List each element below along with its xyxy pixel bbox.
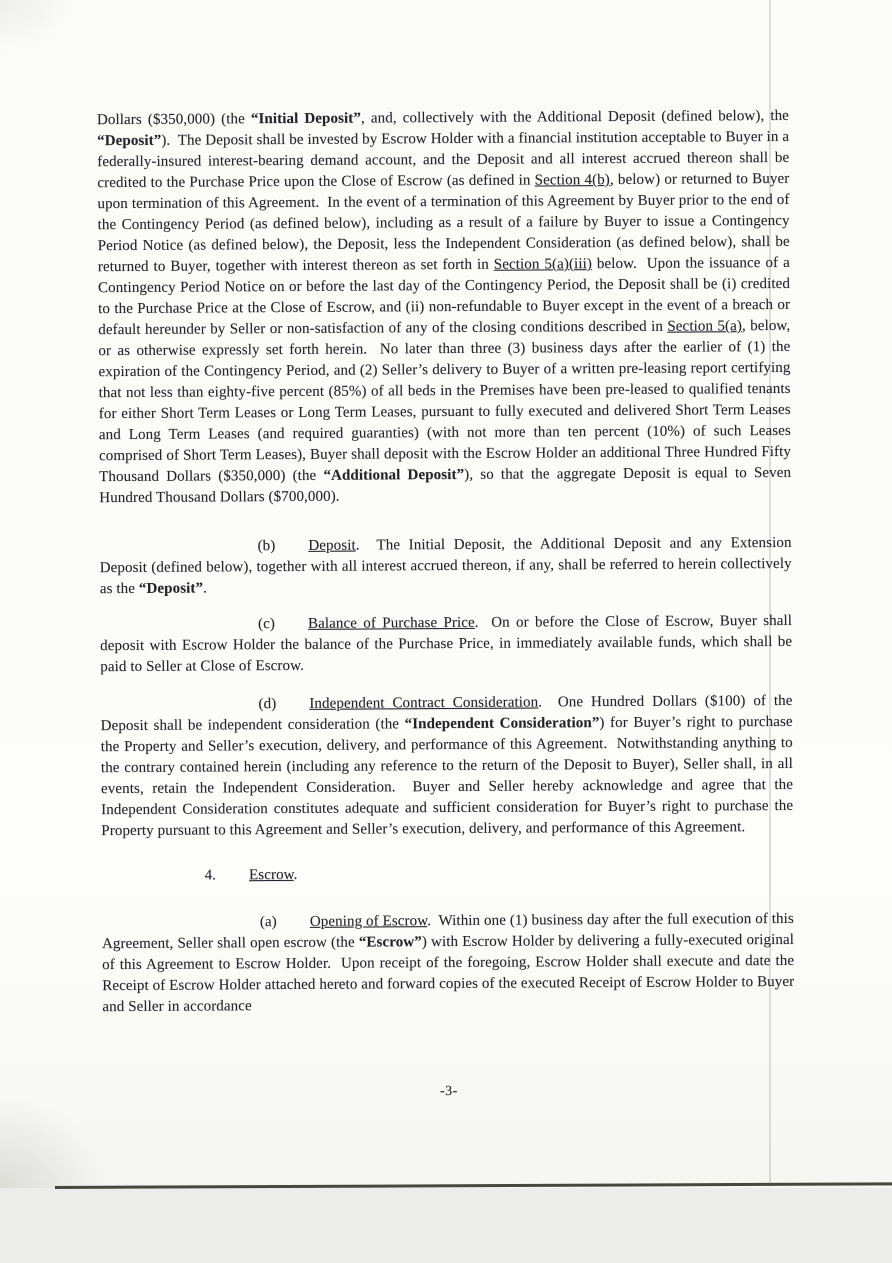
scan-corner-smudge-bottom-left	[0, 1095, 110, 1190]
text-run: Escrow	[248, 866, 294, 884]
text-run: ). The Deposit shall be invested by Escrow Holder with a financial institution acceptable to Buyer in a federally-insured interest-bearing demand account, and the Deposit and all interest accrued thereon shall be credited to the Purchase Price upon the Close of Escrow (as defined in	[97, 128, 794, 192]
text-run: “Additional Deposit”	[323, 466, 465, 484]
text-run: (d)	[258, 696, 277, 713]
text-run: (c)	[257, 616, 276, 633]
text-run: . The Initial Deposit, the Additional Deposit and any Extension Deposit (defined below), together with all interest accrued thereon, if any, shall be referred to herein collectively as the	[99, 534, 796, 598]
page-number: -3-	[439, 1083, 458, 1100]
text-run: Independent Contract Consideration	[309, 694, 539, 712]
text-run: Opening of Escrow	[309, 913, 428, 930]
text-run: , below) or returned to Buyer upon termination of this Agreement. In the event of a termination of this Agreement by Buyer prior to the end of the Contingency Period (as defined below), including as a result of a failure by Buyer to issue a Contingency Period Notice (as defined below), the Deposit, less the Independent Consideration (as defined below), shall be returned to Buyer, together with interest thereon as set forth in	[97, 170, 794, 276]
text-run: . On or before the Close of Escrow, Buyer shall deposit with Escrow Holder the balance of the Purchase Price, in immediately available funds, which shall be paid to Seller at Close of Escrow.	[100, 612, 797, 676]
text-run: below. Upon the issuance of a Contingency Period Notice on or before the last day of the Contingency Period, the Deposit shall be (i) credited to the Purchase Price at the Close of Escrow, and (ii) non-refundable to Buyer except in the event of a breach or default hereunder by Seller or non-satisfaction of any of the closing conditions described in	[97, 254, 794, 339]
text-run: “Deposit”	[138, 580, 204, 597]
text-run: Dollars ($350,000) (the	[96, 111, 251, 129]
document-body	[96, 106, 799, 1018]
text-run: 4.	[204, 867, 217, 884]
text-run: (b)	[257, 538, 276, 555]
paragraph-b-deposit	[99, 533, 796, 600]
text-run: “Initial Deposit”	[250, 110, 362, 128]
paragraph-a-opening-of-escrow	[101, 909, 799, 1018]
paragraph-d-independent-contract-consideration	[100, 691, 798, 842]
text-run: ), so that the aggregate Deposit is equal to Seven Hundred Thousand Dollars ($700,000).	[99, 464, 796, 507]
text-run: . One Hundred Dollars ($100) of the Deposit shall be independent consideration (the	[100, 692, 797, 735]
text-run: “Deposit”	[97, 132, 162, 150]
text-run: “Escrow”	[358, 934, 422, 951]
scan-bottom-strip	[0, 1188, 892, 1263]
paragraph-c-balance-of-purchase-price	[100, 611, 797, 678]
paragraph-deposit-continuation	[96, 106, 796, 509]
text-run: . Within one (1) business day after the full execution of this Agreement, Seller shall open escrow (the	[101, 910, 797, 953]
text-run: , below, or as otherwise expressly set forth herein. No later than three (3) business days after the earlier of (1) the expiration of the Contingency Period, and (2) Seller’s delivery to Buyer of a written pre-leasing report certifying that not less than eighty-five percent (85%) of all beds in the Premises have been pre-leased to qualified tenants for either Short Term Leases or Long Term Leases, pursuant to fully executed and delivered Short Term Leases and Long Term Leases (and required guaranties) (with not more than ten percent (10%) of such Leases comprised of Short Term Leases), Buyer shall deposit with the Escrow Holder an additional Three Hundred Fifty Thousand Dollars ($350,000) (the	[98, 317, 795, 486]
text-run: ) with Escrow Holder by delivering a fully-executed original of this Agreement to Escrow Holder. Upon receipt of the foregoing, Escrow Holder shall execute and date the Receipt of Escrow Holder attached hereto and forward copies of the executed Receipt of Escrow Holder to Buyer and Seller in accordance	[102, 931, 799, 1016]
text-run: “Independent Consideration”	[404, 715, 600, 733]
text-run: (a)	[259, 914, 277, 931]
text-run: .	[203, 580, 207, 597]
text-run: Deposit	[308, 537, 356, 554]
text-run: .	[293, 866, 298, 883]
heading-section-4-escrow	[101, 862, 793, 887]
text-run: Section 4(b)	[534, 171, 610, 189]
text-run: Section 5(a)	[667, 318, 743, 335]
text-run: Section 5(a)(iii)	[493, 256, 592, 273]
text-run: Balance of Purchase Price	[307, 614, 475, 632]
text-run: , and, collectively with the Additional Deposit (defined below), the	[360, 107, 793, 127]
text-run: ) for Buyer’s right to purchase the Property and Seller’s execution, delivery, and performance of this Agreement. Notwithstanding anything to the contrary contained herein (including any reference to the return of the Deposit to Buyer), Seller shall, in all events, retain the Independent Consideration. Buyer and Seller hereby acknowledge and agree that the Independent Consideration constitutes adequate and sufficient consideration for Buyer’s right to purchase the Property pursuant to this Agreement and Seller’s execution, delivery, and performance of this Agreement.	[100, 713, 798, 840]
